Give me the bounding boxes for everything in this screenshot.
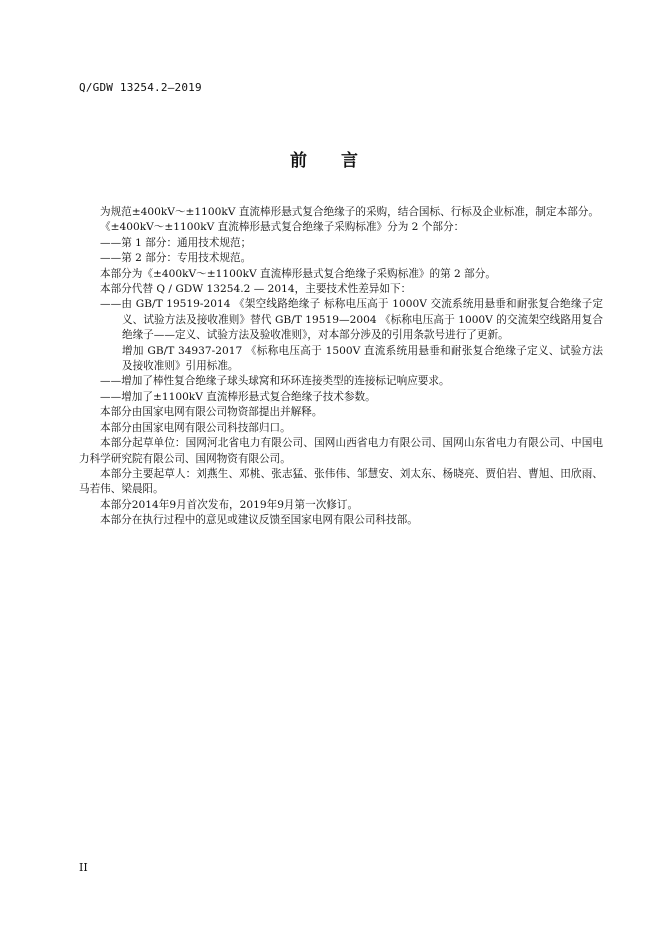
- paragraph-purpose: 为规范±400kV～±1100kV 直流棒形悬式复合绝缘子的采购，结合国标、行标及企业标准，制定本部分。: [100, 206, 599, 218]
- page-number: II: [79, 861, 88, 874]
- paragraph-this-part: 本部分为《±400kV～±1100kV 直流棒形悬式复合绝缘子采购标准》的第 2 部分。: [100, 267, 496, 280]
- list-item-change-1: ——由 GB/T 19519-2014 《架空线路绝缘子 标称电压高于 1000V 交流系统用悬垂和耐张复合绝缘子定义、试验方法及接收准则》替代 GB/T 19519—2004 《标称电压高于 1000V 的交流架空线路用复合绝缘子——定义、试验方法及验收准则》，对本部分涉及的引用条款号进行了更新。: [100, 298, 603, 342]
- list-item-change-3: ——增加了±1100kV 直流棒形悬式复合绝缘子技术参数。: [100, 390, 376, 403]
- list-item-change-2: ——增加了棒性复合绝缘子球头球窝和环环连接类型的连接标记响应要求。: [100, 375, 450, 388]
- paragraph-replaces: 本部分代替 Q / GDW 13254.2 — 2014，主要技术性差异如下：: [100, 283, 412, 296]
- paragraph-history: 本部分2014年9月首次发布，2019年9月第一次修订。: [100, 498, 359, 511]
- list-item-part1: ——第 1 部分：通用技术规范；: [100, 236, 252, 249]
- document-code: Q/GDW 13254.2—2019: [79, 81, 202, 94]
- page-title: 前 言: [290, 151, 372, 171]
- list-item-part2: ——第 2 部分：专用技术规范。: [100, 252, 252, 265]
- paragraph-proposer: 本部分由国家电网有限公司物资部提出并解释。: [100, 406, 323, 419]
- preface-body: [79, 205, 603, 529]
- paragraph-drafting-units: 本部分起草单位：国网河北省电力有限公司、国网山西省电力有限公司、国网山东省电力有限公司、中国电力科学研究院有限公司、国网物资有限公司。: [79, 437, 603, 465]
- paragraph-parts-intro: 《±400kV～±1100kV 直流棒形悬式复合绝缘子采购标准》分为 2 个部分：: [100, 221, 465, 234]
- paragraph-feedback: 本部分在执行过程中的意见或建议反馈至国家电网有限公司科技部。: [100, 514, 418, 527]
- paragraph-administrator: 本部分由国家电网有限公司科技部归口。: [100, 421, 291, 434]
- list-item-change-1b: 增加 GB/T 34937-2017 《标称电压高于 1500V 直流系统用悬垂和耐张复合绝缘子定义、试验方法及接收准则》引用标准。: [122, 344, 603, 373]
- paragraph-drafters: 本部分主要起草人：刘燕生、邓桃、张志猛、张伟伟、邹慧安、刘太东、杨晓亮、贾伯岩、曹旭、田欣雨、马若伟、梁晨阳。: [79, 467, 603, 496]
